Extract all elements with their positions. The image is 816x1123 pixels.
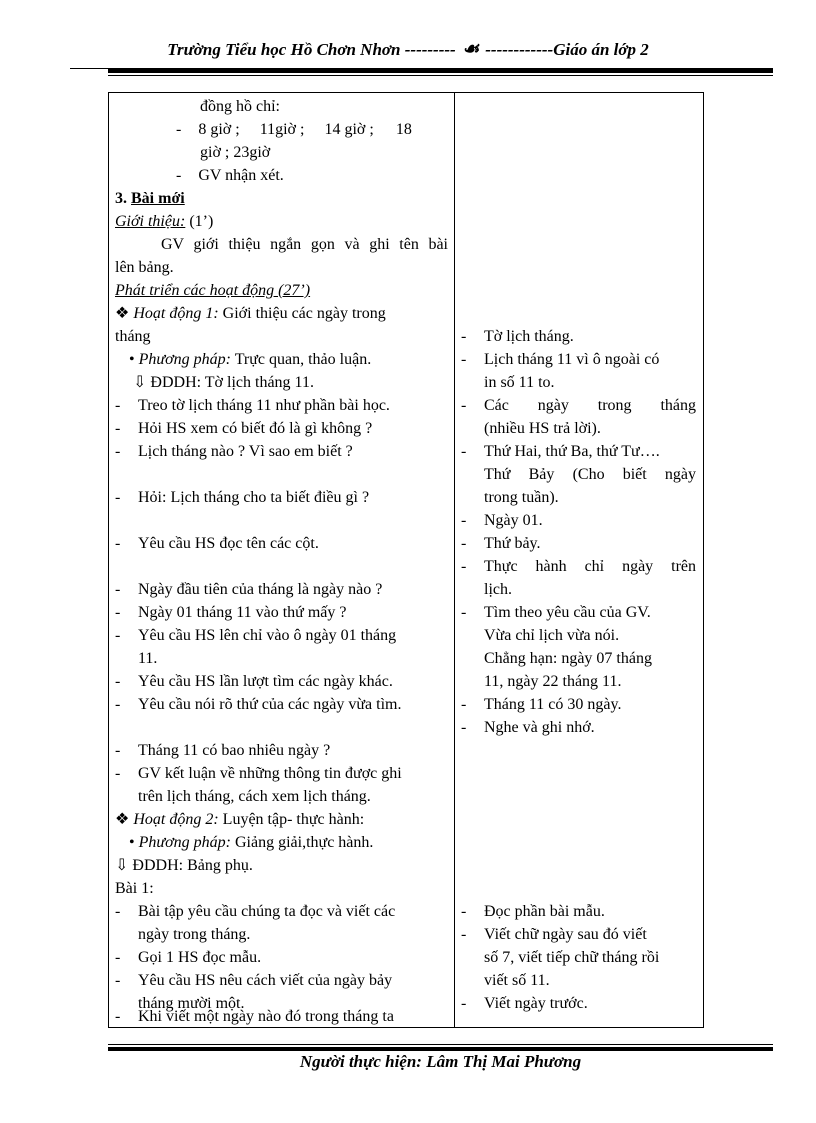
section-title: 3. Bài mới xyxy=(115,190,185,207)
exercise-step-1-cont: ngày trong tháng. xyxy=(138,926,251,943)
footer-rule-thin xyxy=(108,1044,773,1045)
intro-text: GV giới thiệu ngắn gọn và ghi tên bài xyxy=(161,236,448,253)
footer-rule-thick xyxy=(108,1047,773,1051)
student-column xyxy=(455,93,705,1027)
teacher-column xyxy=(109,93,455,1027)
exercise-step-1: - Bài tập yêu cầu chúng ta đọc và viết các xyxy=(115,903,396,920)
step-6: - Ngày đầu tiên của tháng là ngày nào ? xyxy=(115,581,383,598)
activity-1-heading-cont: tháng xyxy=(115,328,151,345)
line-times-cont: giờ ; 23giờ xyxy=(200,144,271,161)
exercise-step-3: - Yêu cầu HS nêu cách viết của ngày bảy xyxy=(115,972,393,989)
intro-line: Giới thiệu: (1’) xyxy=(115,213,214,230)
intro-text-cont: lên bảng. xyxy=(115,259,174,276)
line-clock: đồng hồ chỉ: xyxy=(200,98,280,115)
answer-2: - Lịch tháng 11 vì ô ngoài có xyxy=(461,351,660,368)
diamond-bullet-icon: ❖ xyxy=(115,305,130,322)
exercise-step-2: - Gọi 1 HS đọc mẫu. xyxy=(115,949,262,966)
exercise-1-label: Bài 1: xyxy=(115,880,154,897)
answer-8-cont3: 11, ngày 22 tháng 11. xyxy=(484,673,622,690)
answer-8-cont2: Chẳng hạn: ngày 07 tháng xyxy=(484,650,652,667)
method-1: • Phương pháp: Trực quan, thảo luận. xyxy=(129,351,372,368)
answer-12: - Viết chữ ngày sau đó viết xyxy=(461,926,647,943)
activities-heading: Phát triển các hoạt động (27’) xyxy=(115,282,311,299)
school-name: Trường Tiểu học Hồ Chơn Nhơn xyxy=(167,40,401,59)
answer-12-cont: số 7, viết tiếp chữ tháng rồi xyxy=(484,949,660,966)
tool-1: ⇩ ĐDDH: Tờ lịch tháng 11. xyxy=(133,374,314,391)
diamond-bullet-icon: ❖ xyxy=(115,811,130,828)
dot-bullet-icon: • xyxy=(129,834,135,851)
step-8: - Yêu cầu HS lên chỉ vào ô ngày 01 tháng xyxy=(115,627,397,644)
answer-2-cont: in số 11 to. xyxy=(484,374,555,391)
subject-label: Giáo án lớp 2 xyxy=(553,40,649,59)
step-4: - Hỏi: Lịch tháng cho ta biết điều gì ? xyxy=(115,489,370,506)
step-12: - GV kết luận về những thông tin được ghi xyxy=(115,765,402,782)
line-times: - 8 giờ ; 11giờ ; 14 giờ ; 18 xyxy=(176,121,412,138)
exercise-step-3-cont: tháng mười một. xyxy=(138,995,245,1012)
header-dashes-left: --------- xyxy=(404,40,456,59)
header-rule-stub xyxy=(70,68,110,69)
step-2: - Hỏi HS xem có biết đó là gì không ? xyxy=(115,420,373,437)
step-1: - Treo tờ lịch tháng 11 như phần bài học. xyxy=(115,397,390,414)
answer-3-cont: (nhiều HS trả lời). xyxy=(484,420,601,437)
ornament-icon: ☙ xyxy=(461,39,479,60)
activity-1-heading: ❖ Hoạt động 1: Giới thiệu các ngày trong xyxy=(115,305,386,322)
header-rule-thick xyxy=(108,68,773,73)
method-2: • Phương pháp: Giảng giải,thực hành. xyxy=(129,834,374,851)
activity-2-heading: ❖ Hoạt động 2: Luyện tập- thực hành: xyxy=(115,811,365,828)
answer-3: - Các ngày trong tháng xyxy=(461,397,696,414)
answer-12-cont2: viết số 11. xyxy=(484,972,550,989)
answer-13: - Viết ngày trước. xyxy=(461,995,588,1012)
page-footer: Người thực hiện: Lâm Thị Mai Phương xyxy=(299,1052,582,1071)
step-9: - Yêu cầu HS lần lượt tìm các ngày khác. xyxy=(115,673,393,690)
answer-8: - Tìm theo yêu cầu của GV. xyxy=(461,604,651,621)
step-3: - Lịch tháng nào ? Vì sao em biết ? xyxy=(115,443,353,460)
answer-9: - Tháng 11 có 30 ngày. xyxy=(461,696,622,713)
answer-8-cont: Vừa chỉ lịch vừa nói. xyxy=(484,627,620,644)
answer-5: - Ngày 01. xyxy=(461,512,543,529)
answer-4: - Thứ Hai, thứ Ba, thứ Tư…. xyxy=(461,443,660,460)
dot-bullet-icon: • xyxy=(129,351,135,368)
step-5: - Yêu cầu HS đọc tên các cột. xyxy=(115,535,319,552)
answer-10: - Nghe và ghi nhớ. xyxy=(461,719,595,736)
step-10: - Yêu cầu nói rõ thứ của các ngày vừa tìm. xyxy=(115,696,402,713)
header-dashes-right: ------------ xyxy=(485,40,554,59)
answer-4-cont: Thứ Bảy (Cho biết ngày xyxy=(484,466,696,483)
answer-1: - Tờ lịch tháng. xyxy=(461,328,574,345)
line-gv-comment: - GV nhận xét. xyxy=(176,167,284,184)
header-rule-thin xyxy=(108,75,773,76)
answer-7: - Thực hành chỉ ngày trên xyxy=(461,558,696,575)
answer-4-cont2: trong tuần). xyxy=(484,489,559,506)
tool-2: ⇩ ĐDDH: Bảng phụ. xyxy=(115,857,253,874)
lesson-table xyxy=(108,92,704,1028)
answer-6: - Thứ bảy. xyxy=(461,535,541,552)
answer-11: - Đọc phần bài mẫu. xyxy=(461,903,605,920)
step-11: - Tháng 11 có bao nhiêu ngày ? xyxy=(115,742,331,759)
step-8-cont: 11. xyxy=(138,650,158,667)
page-header xyxy=(0,38,816,61)
answer-7-cont: lịch. xyxy=(484,581,512,598)
exercise-step-4: - Khi viết một ngày nào đó trong tháng ta xyxy=(115,1008,394,1025)
step-12-cont: trên lịch tháng, cách xem lịch tháng. xyxy=(138,788,371,805)
step-7: - Ngày 01 tháng 11 vào thứ mấy ? xyxy=(115,604,347,621)
